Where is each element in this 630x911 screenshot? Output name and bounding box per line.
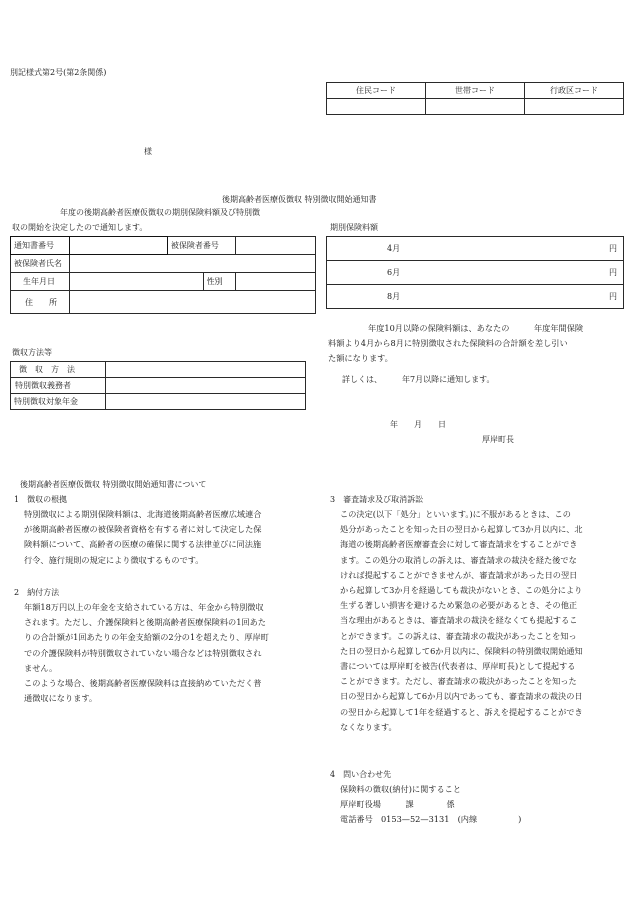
premium-unit: 円: [609, 292, 617, 301]
method-label: 徴 収 方 法: [11, 362, 106, 378]
section4-heading: 4 問い合わせ先: [330, 770, 392, 779]
form-reference: 別記様式第2号(第2条関係): [10, 68, 107, 77]
section3-line: ことができます。ただし、審査請求の裁決があったことを知った: [340, 676, 577, 687]
section2-line: このような場合、後期高齢者医療保険料は直接納めていただく普: [24, 678, 262, 689]
method-value: [106, 362, 306, 378]
address-value: [69, 291, 315, 314]
insured-name-label: 被保険者氏名: [11, 255, 70, 273]
birthdate-value: [69, 273, 235, 291]
section3-line: た日の翌日から起算して6か月以内に、保険料の特別徴収開始通知: [340, 645, 583, 656]
notice-number-value: [69, 237, 167, 255]
section1-line: 行令、施行規則の規定により徴収するものです。: [24, 554, 204, 565]
premium-note-line: 料額より4月から8月に特別徴収された保険料の合計額を差し引い: [328, 338, 568, 349]
section3-line: とができます。この訴えは、審査請求の裁決があったことを知っ: [340, 630, 577, 641]
section2-line: 通徴収になります。: [24, 693, 98, 704]
address-label: 住 所: [11, 291, 70, 314]
premium-note: [328, 321, 583, 367]
section1-heading: 1 徴収の根拠: [14, 495, 68, 504]
insured-info-table: [10, 236, 316, 314]
section2-line: での介護保険料が特別徴収されていない場合などは特別徴収され: [24, 647, 262, 658]
withholding-agent-value: [106, 378, 306, 394]
premium-month: 6月: [387, 268, 401, 277]
premium-unit: 円: [609, 268, 617, 277]
section1-line: 特別徴収による期別保険料額は、北海道後期高齢者医療広域連合: [24, 509, 262, 519]
section2-line: されます。ただし、介護保険料と後期高齢者医療保険料の1回あた: [24, 617, 266, 628]
details-note: 詳しくは、 年7月以降に通知します。: [342, 375, 495, 384]
section3-line: なくなります。: [340, 721, 397, 732]
issuer: 厚岸町長: [482, 435, 514, 444]
section2-line: ません。: [24, 662, 58, 673]
district-code-header: 行政区コード: [525, 83, 624, 99]
intro-line-2: 収の開始を決定したので通知します。: [12, 223, 148, 232]
codes-table: [326, 82, 624, 115]
section1-line: が後期高齢者医療の被保険者資格を有する者に対して決定した保: [24, 524, 262, 535]
premium-row: [327, 261, 624, 285]
birthdate-label: 生年月日: [11, 273, 70, 291]
section3-heading: 3 審査請求及び取消訴訟: [330, 495, 424, 504]
section2-line: りの合計額が1回あたりの年金支給額の2分の1を超えたり、厚岸町: [24, 632, 269, 643]
issue-date: 年 月 日: [390, 420, 446, 429]
section1-body: [24, 507, 261, 568]
premium-table: [326, 236, 624, 309]
section3-line: 当な理由があるときは、審査請求の裁決を経なくても提起するこ: [340, 615, 578, 626]
inquiry-phone: 電話番号 0153—52—3131 (内線 ): [340, 814, 522, 825]
section3-line: 日の翌日から起算して6か月以内であっても、審査請求の裁決の日: [340, 691, 583, 702]
premium-month: 4月: [387, 244, 401, 253]
household-code-value: [426, 99, 525, 115]
section3-line: 書については厚岸町を被告(代表者は、厚岸町長)として提起する: [340, 661, 576, 672]
target-pension-value: [106, 394, 306, 410]
premium-unit: 円: [609, 244, 617, 253]
target-pension-label: 特別徴収対象年金: [11, 394, 106, 410]
notice-title: 後期高齢者医療仮徴収 特別徴収開始通知書: [222, 195, 377, 204]
gender-label: 性別: [203, 273, 235, 290]
premium-note-line: 年度10月以降の保険料額は、あなたの 年度年間保険: [368, 323, 584, 333]
section4-body: [340, 782, 521, 828]
section3-line: ます。この処分の取消しの訴えは、審査請求の裁決を経た後でな: [340, 554, 577, 565]
section3-line: 生ずる著しい損害を避けるため緊急の必要があるとき、その他正: [340, 600, 578, 611]
inquiry-subject: 保険料の徴収(納付)に関すること: [340, 784, 462, 794]
section3-line: この決定(以下「処分」といいます。)に不服があるときは、この: [340, 509, 571, 519]
insured-number-label: 被保険者番号: [167, 237, 235, 255]
section2-line: 年額18万円以上の年金を支給されている方は、年金から特別徴収: [24, 602, 264, 612]
household-code-header: 世帯コード: [426, 83, 525, 99]
district-code-value: [525, 99, 624, 115]
inquiry-office: 厚岸町役場 課 係: [340, 799, 455, 810]
addressee-suffix: 様: [144, 147, 152, 156]
insured-name-value: [69, 255, 315, 273]
section3-line: 海道の後期高齢者医療審査会に対して審査請求をすることができ: [340, 539, 578, 550]
premium-row: [327, 237, 624, 261]
resident-code-header: 住民コード: [327, 83, 426, 99]
section2-body: [24, 600, 269, 706]
gender-value: [235, 273, 315, 291]
premium-heading: 期別保険料額: [330, 223, 378, 232]
explanation-title: 後期高齢者医療仮徴収 特別徴収開始通知書について: [20, 480, 207, 489]
section3-body: [340, 507, 583, 735]
section3-line: から起算して3か月を経過しても裁決がないとき、この処分により: [340, 585, 583, 596]
premium-note-line: た額になります。: [328, 353, 393, 364]
section1-line: 険料額について、高齢者の医療の確保に関する法律並びに同法施: [24, 539, 262, 550]
section3-line: の翌日から起算して1年を経過すると、訴えを提起することができ: [340, 706, 583, 717]
notice-number-label: 通知書番号: [11, 237, 70, 255]
section2-heading: 2 納付方法: [14, 588, 60, 597]
method-table: [10, 361, 306, 410]
intro-line-1: 年度の後期高齢者医療仮徴収の期別保険料額及び特別徴: [60, 208, 260, 217]
method-heading: 徴収方法等: [12, 348, 52, 357]
premium-month: 8月: [387, 292, 401, 301]
section3-line: 処分があったことを知った日の翌日から起算して3か月以内に、北: [340, 524, 583, 535]
section3-line: ければ提起することができませんが、審査請求があった日の翌日: [340, 569, 578, 580]
withholding-agent-label: 特別徴収義務者: [11, 378, 106, 394]
premium-row: [327, 285, 624, 309]
insured-number-value: [235, 237, 315, 255]
resident-code-value: [327, 99, 426, 115]
